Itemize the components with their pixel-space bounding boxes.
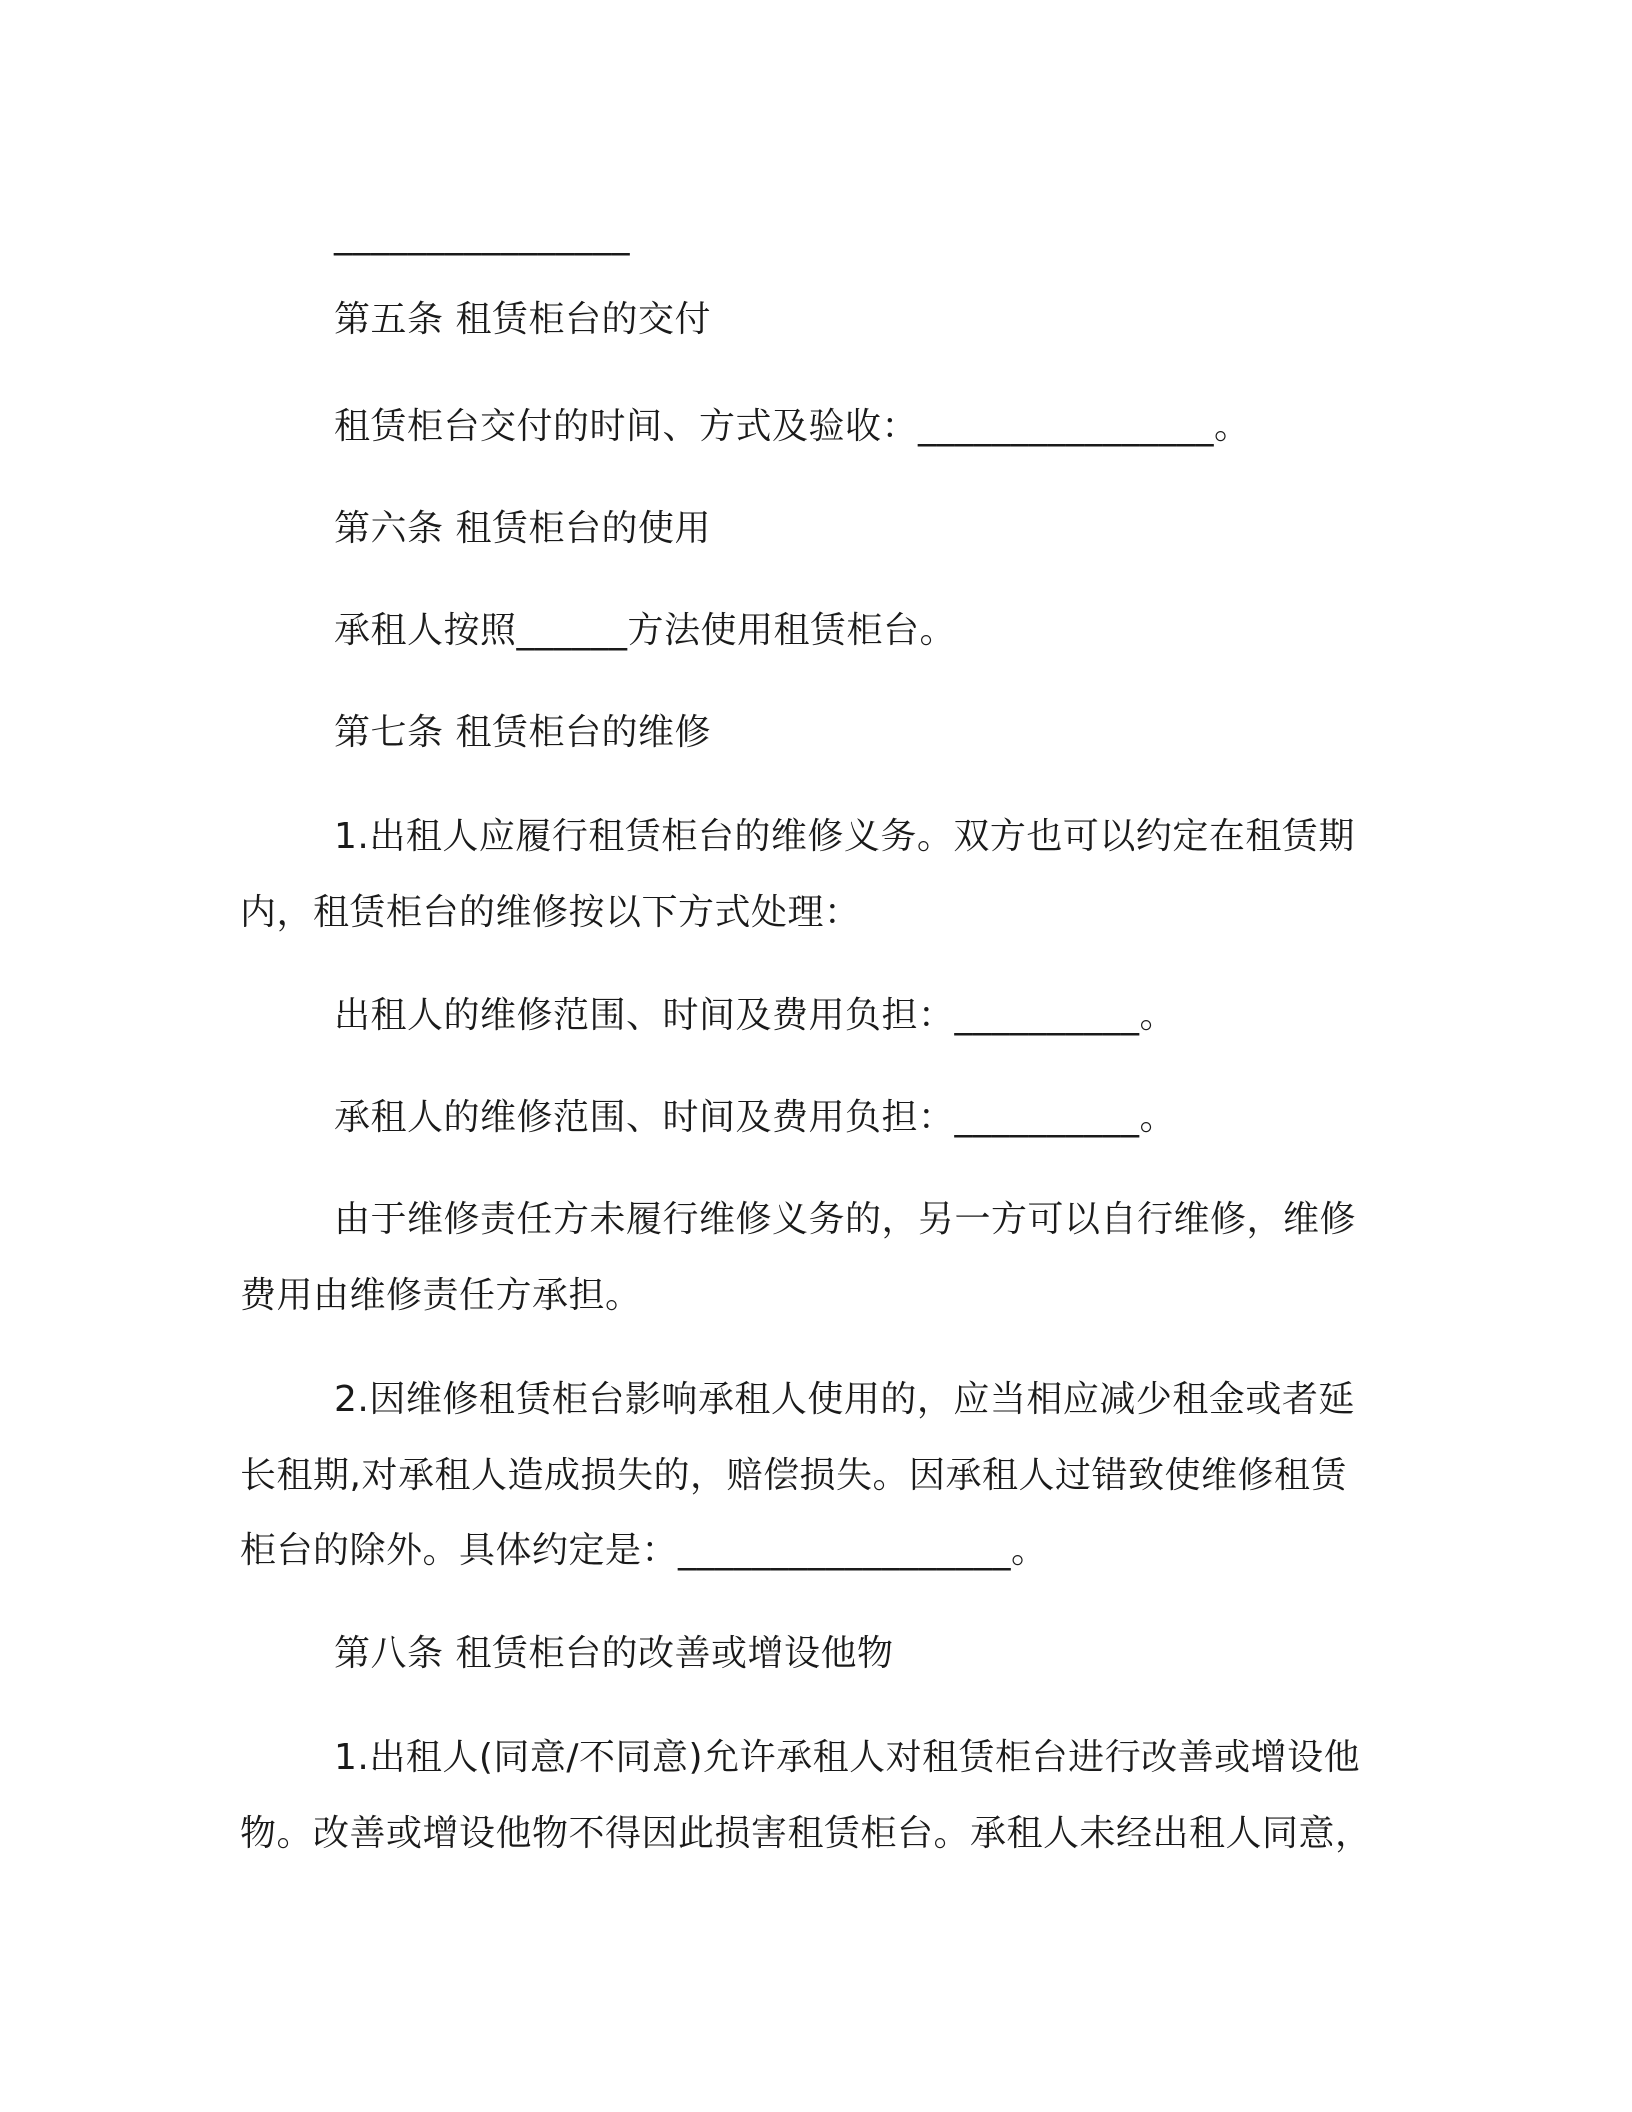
repair-default-line-2: 费用由维修责任方承担。 [240,1275,642,1316]
article-8-heading: 第八条 租赁柜台的改善或增设他物 [334,1633,894,1674]
article-5-text: 租赁柜台交付的时间、方式及验收：________________。 [334,406,1251,447]
article-6-text: 承租人按照______方法使用租赁柜台。 [334,610,957,651]
article-7-clause-2-line-3: 柜台的除外。具体约定是：__________________。 [240,1530,1048,1571]
article-5-heading: 第五条 租赁柜台的交付 [334,299,711,340]
article-7-clause-2-line-2: 长租期,对承租人造成损失的，赔偿损失。因承租人过错致使维修租赁 [240,1455,1347,1496]
article-7-clause-1-line-1: 1.出租人应履行租赁柜台的维修义务。双方也可以约定在租赁期 [334,816,1355,857]
blank-line: ________________ [334,215,630,256]
article-8-clause-1-line-1: 1.出租人(同意/不同意)允许承租人对租赁柜台进行改善或增设他 [334,1737,1361,1778]
article-7-clause-1-line-2: 内，租赁柜台的维修按以下方式处理： [240,892,861,933]
article-7-heading: 第七条 租赁柜台的维修 [334,712,711,753]
lessor-repair-terms: 出租人的维修范围、时间及费用负担：__________。 [334,995,1177,1036]
article-6-heading: 第六条 租赁柜台的使用 [334,508,711,549]
lessee-repair-terms: 承租人的维修范围、时间及费用负担：__________。 [334,1097,1177,1138]
repair-default-line-1: 由于维修责任方未履行维修义务的，另一方可以自行维修，维修 [334,1199,1357,1240]
article-8-clause-1-line-2: 物。改善或增设他物不得因此损害租赁柜台。承租人未经出租人同意， [240,1813,1372,1854]
article-7-clause-2-line-1: 2.因维修租赁柜台影响承租人使用的，应当相应减少租金或者延 [334,1379,1355,1420]
